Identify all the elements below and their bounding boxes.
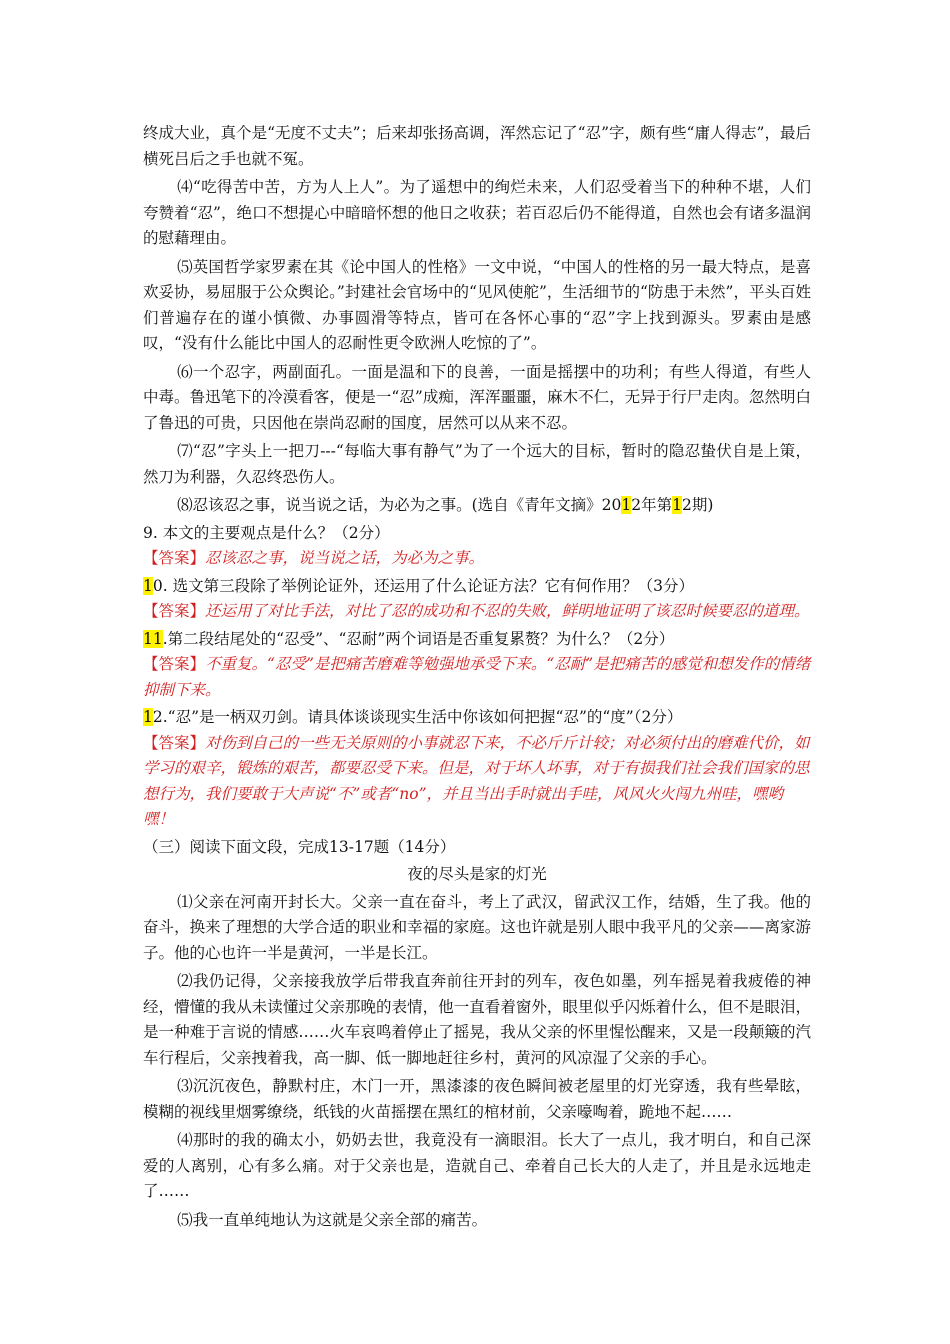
answer-9 <box>143 546 811 572</box>
question-12 <box>143 705 811 731</box>
question-9: 9. 本文的主要观点是什么？（2分） <box>143 523 390 542</box>
answer-12 <box>143 731 811 833</box>
paragraph-8-text-c: 2期) <box>682 496 714 514</box>
answer-10 <box>143 599 811 625</box>
question-11-text: .第二段结尾处的“忍受”、“忍耐”两个词语是否重复累赘？为什么？（2分） <box>162 629 675 648</box>
answer-tag: 【答案】 <box>143 655 206 673</box>
paragraph-8 <box>143 493 811 519</box>
answer-10-text: 还运用了对比手法，对比了忍的成功和不忍的失败，鲜明地证明了该忍时候要忍的道理。 <box>205 602 810 620</box>
question-10-text: 0. 选文第三段除了举例论证外，还运用了什么论证方法？它有何作用？（3分） <box>152 576 694 595</box>
article-paragraph-2: ⑵我仍记得，父亲接我放学后带我直奔前往开封的列车，夜色如墨，列车摇晃着我疲倦的神经，懵懂的我从未读懂过父亲那晚的表情，他一直看着窗外，眼里似乎闪烁着什么，但不是眼泪，是一种难于言说的情感……火车哀鸣着停止了摇晃，我从父亲的怀里惺忪醒来，又是一段颠簸的汽车行程后，父亲拽着我，高一脚、低一脚地赶往乡村，黄河的风凉湿了父亲的手心。 <box>143 972 811 1067</box>
highlight-mark: 1 <box>143 576 153 595</box>
article-title: 夜的尽头是家的灯光 <box>407 865 547 883</box>
question-11 <box>143 627 811 653</box>
answer-12-text: 对伤到自己的一些无关原则的小事就忍下来，不必斤斤计较；对必须付出的磨难代价，如学习的艰辛，锻炼的艰苦，都要忍受下来。但是，对于坏人坏事，对于有损我们社会我们国家的思想行为，我们要敢于大声说“不”或者“no”，并且当出手时就出手哇，风风火火闯九州哇，嘿哟嘿！ <box>143 733 810 828</box>
document-body <box>143 121 811 1233</box>
highlight-mark: 1 <box>621 496 632 514</box>
article-paragraph-3: ⑶沉沉夜色，静默村庄，木门一开，黑漆漆的夜色瞬间被老屋里的灯光穿透，我有些晕眩，模糊的视线里烟雾缭绕，纸钱的火苗摇摆在黑红的棺材前，父亲嚎啕着，跪地不起…… <box>143 1077 811 1121</box>
highlight-mark: 11 <box>143 629 163 648</box>
highlight-mark: 1 <box>143 708 153 726</box>
question-10 <box>143 574 811 600</box>
article-paragraph-1: ⑴父亲在河南开封长大。父亲一直在奋斗，考上了武汉，留武汉工作，结婚，生了我。他的奋斗，换来了理想的大学合适的职业和幸福的家庭。这也许就是别人眼中我平凡的父亲——离家游子。他的心也许一半是黄河，一半是长江。 <box>143 892 811 962</box>
paragraph-8-text-b: 2年第 <box>631 496 673 514</box>
paragraph-5: ⑸英国哲学家罗素在其《论中国人的性格》一文中说，“中国人的性格的另一最大特点，是喜欢妥协，易屈服于公众舆论。”封建社会官场中的“见风使舵”，生活细节的“防患于未然”，平头百姓们普遍存在的谨小慎微、办事圆滑等特点，皆可在各怀心事的“忍”字上找到源头。罗素由是感叹，“没有什么能比中国人的忍耐性更令欧洲人吃惊的了”。 <box>143 257 811 352</box>
highlight-mark: 1 <box>672 496 682 514</box>
article-paragraph-4: ⑷那时的我的确太小，奶奶去世，我竟没有一滴眼泪。长大了一点儿，我才明白，和自己深爱的人离别，心有多么痛。对于父亲也是，造就自己、牵着自己长大的人走了，并且是永远地走了…… <box>143 1131 811 1200</box>
answer-tag: 【答案】 <box>143 602 206 620</box>
paragraph-4: ⑷“吃得苦中苦，方为人上人”。为了遥想中的绚烂未来，人们忍受着当下的种种不堪，人们夸赞着“忍”，绝口不想提心中暗暗怀想的他日之收获；若百忍后仍不能得道，自然也会有诸多温润的慰藉理由。 <box>143 178 811 247</box>
section-3-heading: （三）阅读下面文段，完成13-17题（14分） <box>143 837 456 856</box>
paragraph-6: ⑹一个忍字，两副面孔。一面是温和下的良善，一面是摇摆中的功利；有些人得道，有些人中毒。鲁迅笔下的冷漠看客，便是一“忍”成痴，浑浑噩噩，麻木不仁，无异于行尸走肉。忽然明白了鲁迅的可贵，只因他在崇尚忍耐的国度，居然可以从来不忍。 <box>143 362 811 432</box>
answer-9-text: 忍该忍之事，说当说之话，为必为之事。 <box>205 549 485 567</box>
answer-11 <box>143 652 811 703</box>
answer-11-text: 不重复。“忍受”是把痛苦磨难等勉强地承受下来。“忍耐”是把痛苦的感觉和想发作的情绪抑制下来。 <box>143 655 811 699</box>
answer-tag: 【答案】 <box>143 549 206 567</box>
answer-tag: 【答案】 <box>143 733 206 752</box>
article-paragraph-5: ⑸我一直单纯地认为这就是父亲全部的痛苦。 <box>177 1210 488 1229</box>
paragraph-7: ⑺“忍”字头上一把刀---“每临大事有静气”为了一个远大的目标，暂时的隐忍蛰伏自是上策，然刀为利器，久忍终恐伤人。 <box>143 442 811 486</box>
question-12-text: 2.“忍”是一柄双刃剑。请具体谈谈现实生活中你该如何把握“忍”的“度”（2分） <box>152 708 683 726</box>
paragraph-8-text-a: ⑻忍该忍之事，说当说之话，为必为之事。(选自《青年文摘》20 <box>177 496 622 514</box>
paragraph-continuation: 终成大业，真个是“无度不丈夫”；后来却张扬高调，浑然忘记了“忍”字，颇有些“庸人得志”，最后横死吕后之手也就不冤。 <box>143 124 811 168</box>
